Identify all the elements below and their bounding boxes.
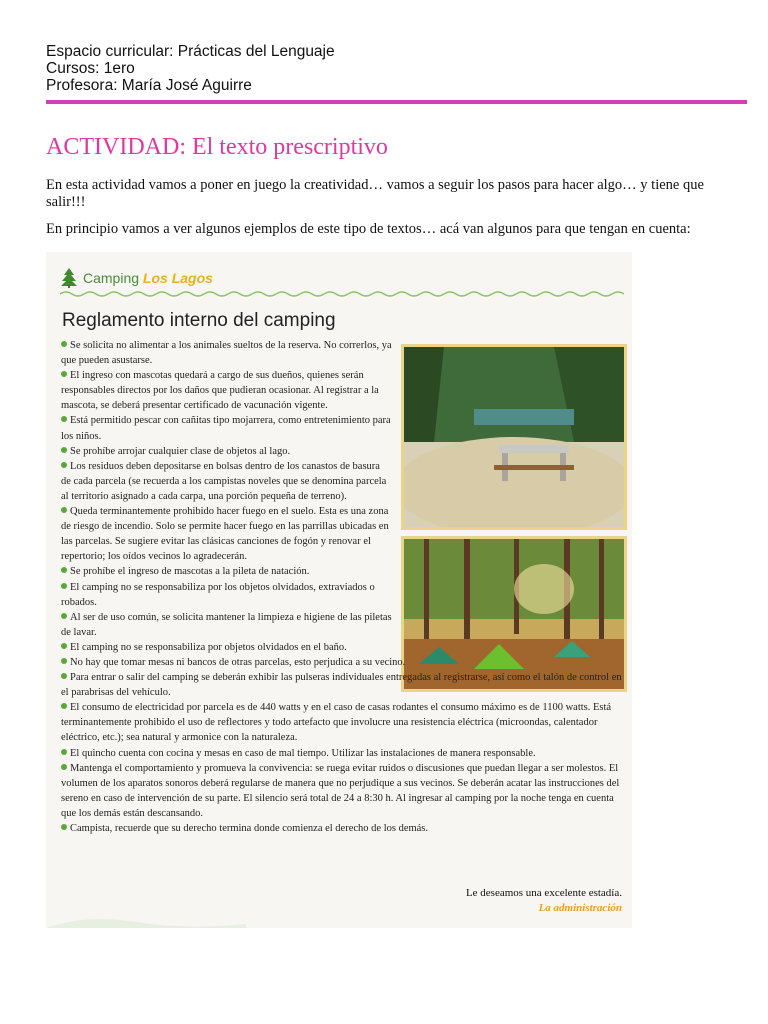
signature: La administración bbox=[538, 902, 622, 914]
list-item: Se prohíbe el ingreso de mascotas a la pileta de natación. bbox=[60, 564, 392, 579]
list-item: Para entrar o salir del camping se deberán exhibir las pulseras individuales entregadas al registrarse, así como el talón de control en el parabrisas del vehículo. bbox=[61, 672, 622, 699]
brand-name: Los Lagos bbox=[142, 270, 213, 286]
decorative-wave-line bbox=[60, 290, 624, 298]
list-item: El ingreso con mascotas quedará a cargo de sus dueños, quienes serán responsables directos por los daños que pudieran ocasionar. Al registrar a la mascota, se deberá presentar certificado de vacunación vigente. bbox=[61, 370, 379, 412]
list-item: El camping no se responsabiliza por los objetos olvidados, extraviados o robados. bbox=[61, 581, 375, 608]
green-dot-icon bbox=[61, 613, 67, 619]
list-item: Se prohíbe arrojar cualquier clase de objetos al lago. bbox=[60, 444, 392, 459]
regulation-rules-list bbox=[60, 338, 626, 836]
teacher-line: Profesora: María José Aguirre bbox=[46, 77, 252, 94]
list-item: Al ser de uso común, se solicita mantener la limpieza e higiene de las piletas de lavar. bbox=[61, 611, 392, 638]
closing-line: Le deseamos una excelente estadía. bbox=[465, 887, 622, 899]
list-item: Se solicita no alimentar a los animales sueltos de la reserva. No correrlos, ya que pueden asustarse. bbox=[61, 340, 392, 367]
list-item: El consumo de electricidad por parcela es de 440 watts y en el caso de casas rodantes el consumo máximo es de 1100 watts. Está terminantemente prohibido el uso de reflectores y todo artefacto que involucre una resistencia eléctrica (microondas, calentador eléctrico, etc.); sea natural y armonice con la naturaleza. bbox=[61, 702, 612, 744]
green-dot-icon bbox=[61, 507, 67, 513]
green-dot-icon bbox=[61, 462, 67, 468]
green-dot-icon bbox=[61, 371, 67, 377]
green-dot-icon bbox=[61, 583, 67, 589]
list-item: No hay que tomar mesas ni bancos de otras parcelas, esto perjudica a su vecino. bbox=[60, 655, 626, 670]
list-item: Está permitido pescar con cañitas tipo mojarrera, como entretenimiento para los niños. bbox=[61, 415, 391, 442]
header-divider bbox=[46, 100, 747, 104]
subject-line: Espacio curricular: Prácticas del Lenguaje bbox=[46, 43, 335, 60]
green-dot-icon bbox=[61, 643, 67, 649]
list-item: Queda terminantemente prohibido hacer fuego en el suelo. Esta es una zona de riesgo de incendio. Solo se permite hacer fuego en las parrillas ubicadas en las parcelas. Se sugiere evitar las clásicas canciones de fogón y renovar el repertorio; los oídos vecinos lo agradecerán. bbox=[61, 506, 389, 563]
regulation-heading: Reglamento interno del camping bbox=[62, 310, 336, 331]
decorative-background-shape bbox=[46, 912, 632, 928]
green-dot-icon bbox=[61, 567, 67, 573]
brand-prefix: Camping bbox=[83, 270, 140, 286]
green-dot-icon bbox=[61, 824, 67, 830]
green-dot-icon bbox=[61, 416, 67, 422]
green-dot-icon bbox=[61, 703, 67, 709]
green-dot-icon bbox=[61, 447, 67, 453]
course-line: Cursos: 1ero bbox=[46, 60, 135, 77]
course-header bbox=[46, 43, 335, 94]
green-dot-icon bbox=[61, 749, 67, 755]
green-dot-icon bbox=[61, 341, 67, 347]
list-item: Campista, recuerde que su derecho termina donde comienza el derecho de los demás. bbox=[60, 821, 626, 836]
green-dot-icon bbox=[61, 764, 67, 770]
intro-paragraph-2: En principio vamos a ver algunos ejemplos de este tipo de textos… acá van algunos para que tengan en cuenta: bbox=[46, 221, 691, 237]
intro-paragraph-1: En esta actividad vamos a poner en juego la creatividad… vamos a seguir los pasos para hacer algo… y tiene que salir!!! bbox=[46, 177, 704, 210]
list-item: Mantenga el comportamiento y promueva la convivencia: se ruega evitar ruidos o discusiones que puedan llegar a ser molestos. El volumen de los aparatos sonoros deberá regularse de manera que no perjudique a sus vecinos. Se deberán acatar las instrucciones del sereno en caso de intervención de su parte. El silencio será total de 24 a 8:30 h. Al ingresar al camping por la noche tenga en cuenta que los demás están descansando. bbox=[61, 762, 620, 819]
pine-tree-icon bbox=[61, 268, 77, 288]
camping-brand bbox=[61, 268, 213, 288]
brand-label bbox=[83, 270, 213, 286]
green-dot-icon bbox=[61, 658, 67, 664]
list-item: Los residuos deben depositarse en bolsas dentro de los canastos de basura de cada parcela (se recuerda a los campistas noveles que se denomina parcela al territorio asignado a cada carpa, una porción pequeña de terreno). bbox=[61, 460, 387, 502]
activity-title: ACTIVIDAD: El texto prescriptivo bbox=[46, 134, 388, 160]
camping-regulation-scan bbox=[46, 252, 632, 928]
green-dot-icon bbox=[61, 673, 67, 679]
list-item: El camping no se responsabiliza por objetos olvidados en el baño. bbox=[60, 640, 392, 655]
list-item: El quincho cuenta con cocina y mesas en caso de mal tiempo. Utilizar las instalaciones de manera responsable. bbox=[60, 746, 626, 761]
